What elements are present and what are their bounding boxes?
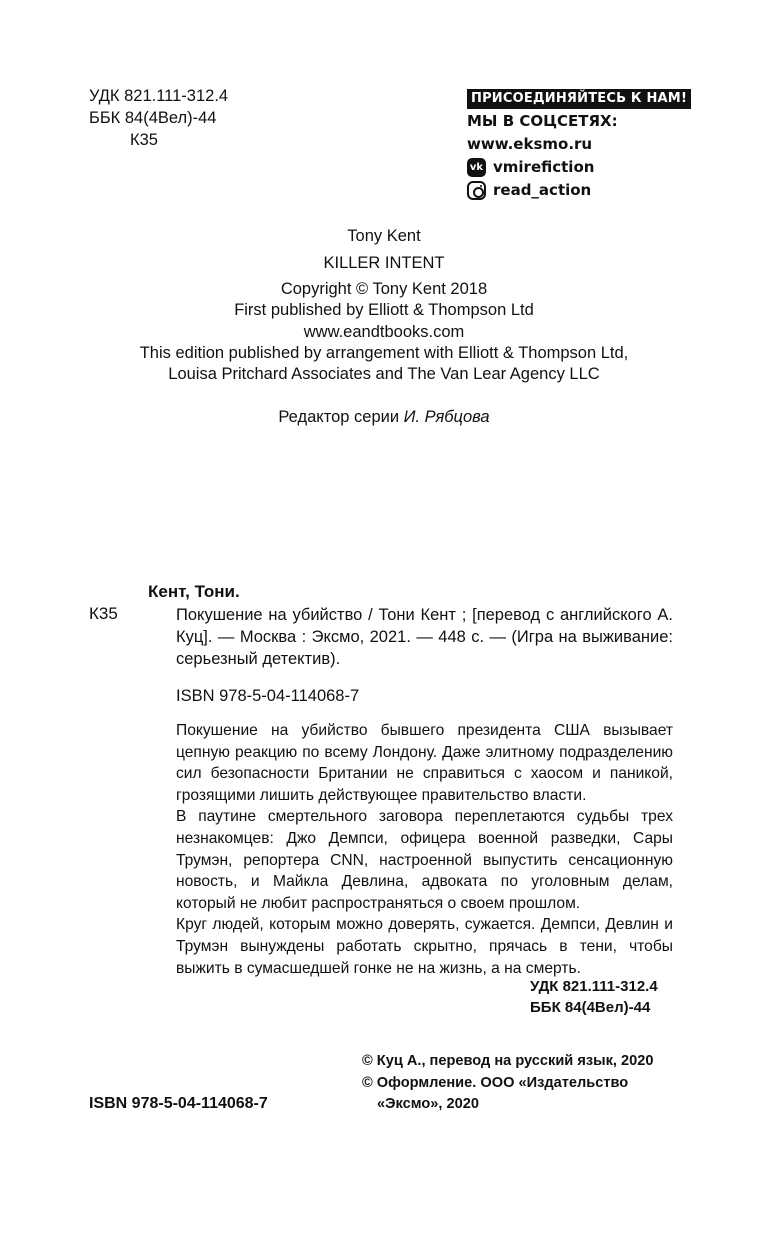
- annotation-paragraph: Круг людей, которым можно доверять, сужается. Демпси, Девлин и Трумэн вынуждены работать скрытно, прячась в тени, чтобы выжить в сумасшедшей гонке не на жизнь, а на смерть.: [176, 916, 673, 977]
- social-heading: МЫ В СОЦСЕТЯХ:: [467, 112, 618, 130]
- instagram-link[interactable]: [467, 179, 691, 202]
- catalog-isbn: ISBN 978-5-04-114068-7: [176, 687, 360, 705]
- vk-handle: vmirefiction: [493, 158, 595, 176]
- instagram-icon: [467, 181, 486, 200]
- udk-code: УДК 821.111-312.4: [530, 978, 658, 995]
- copyright-line: Copyright © Tony Kent 2018: [280, 280, 488, 298]
- annotation: [176, 720, 673, 979]
- translation-copyright: © Куц А., перевод на русский язык, 2020: [362, 1053, 654, 1069]
- isbn-bottom: ISBN 978-5-04-114068-7: [89, 1095, 268, 1112]
- instagram-handle: read_action: [493, 181, 592, 199]
- vk-icon: vk: [467, 158, 486, 177]
- editor-label: Редактор серии: [278, 408, 400, 426]
- catalog-code: К35: [89, 604, 118, 623]
- design-copyright: © Оформление. ООО «Издательство: [362, 1074, 629, 1091]
- copyright-notices: [362, 1051, 653, 1116]
- original-author: Tony Kent: [347, 227, 421, 245]
- website-link[interactable]: www.eksmo.ru: [467, 135, 593, 153]
- catalog-author: Кент, Тони.: [148, 582, 240, 601]
- social-block: [467, 88, 691, 202]
- catalog-description: Покушение на убийство / Тони Кент ; [перевод с английского А. Куц]. — Москва : Эксмо, 2021. — 448 с. — (Игра на выживание: серьезный детектив).: [176, 606, 673, 668]
- copyright-line: www.eandtbooks.com: [303, 322, 465, 341]
- annotation-paragraph: Покушение на убийство бывшего президента США вызывает цепную реакцию по всему Лондону. Даже элитному подразделению сил безопасности Британии не справиться с хаосом и паникой, грозящими лишить действующее правительство власти.: [176, 722, 673, 804]
- original-title: KILLER INTENT: [323, 254, 445, 272]
- copyright-line: Louisa Pritchard Associates and The Van Lear Agency LLC: [168, 365, 600, 384]
- editor-name: И. Рябцова: [403, 408, 490, 426]
- bbk-code: ББК 84(4Вел)-44: [89, 109, 217, 127]
- design-copyright-cont: «Эксмо», 2020: [377, 1096, 479, 1112]
- vk-link[interactable]: [467, 156, 691, 179]
- copyright-block: [0, 279, 768, 385]
- copyright-line: First published by Elliott & Thompson Ltd: [234, 301, 534, 320]
- copyright-line: This edition published by arrangement with Elliott & Thompson Ltd,: [139, 343, 629, 362]
- bbk-code: ББК 84(4Вел)-44: [530, 999, 651, 1016]
- classification-bottom: [530, 976, 658, 1018]
- classification-top: [89, 86, 228, 152]
- author-mark: К35: [130, 131, 158, 149]
- annotation-paragraph: В паутине смертельного заговора переплетаются судьбы трех незнакомцев: Джо Демпси, офицера военной разведки, Сары Трумэн, репортера CNN, настроенной выпустить сенсационную новость, и Майкла Девлина, адвоката по уголовным делам, который не любит распространяться о своем прошлом.: [176, 808, 673, 912]
- join-us-banner: ПРИСОЕДИНЯЙТЕСЬ К НАМ!: [467, 89, 691, 109]
- series-editor: [0, 407, 768, 428]
- udk-code: УДК 821.111-312.4: [89, 87, 229, 105]
